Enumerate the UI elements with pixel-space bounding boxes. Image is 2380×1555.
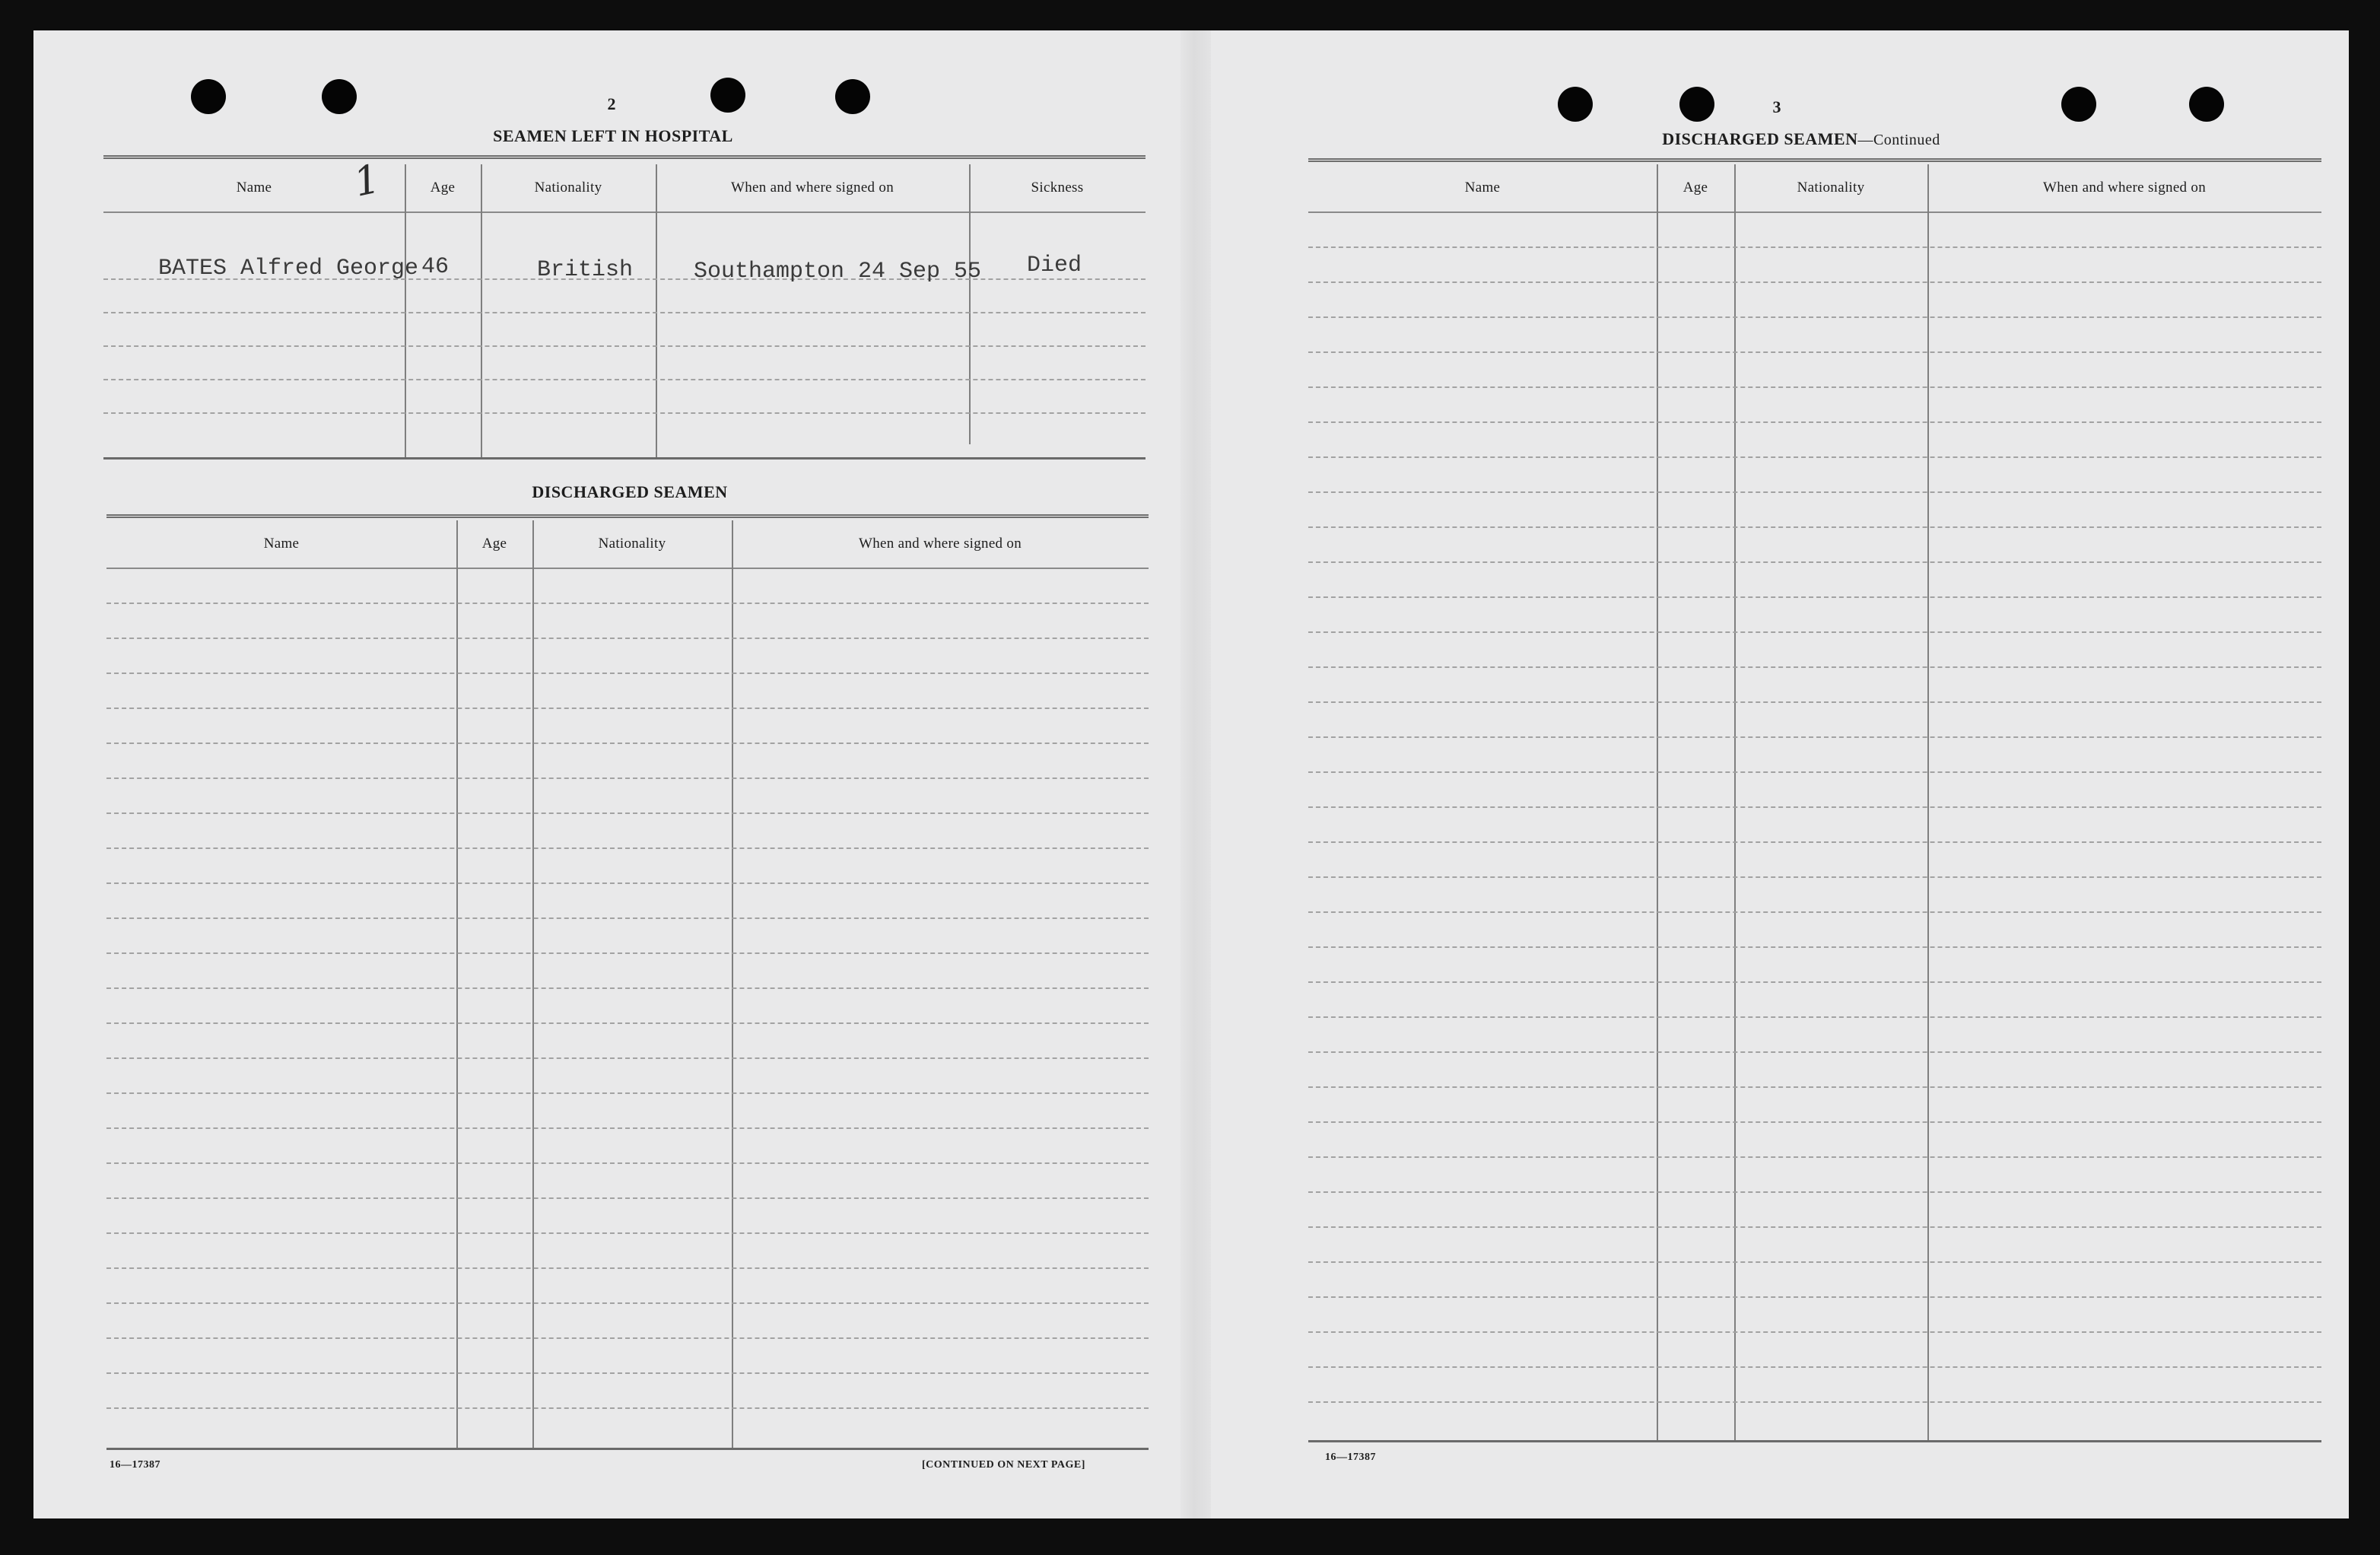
row-line	[106, 708, 1149, 709]
column-header-nationality: Nationality	[534, 180, 602, 196]
page-number: 3	[1772, 97, 1781, 116]
form-number: 16—17387	[1325, 1452, 1376, 1463]
row-line	[106, 1337, 1149, 1339]
row-line	[1308, 491, 2321, 493]
row-line	[1308, 1191, 2321, 1193]
row-line	[1308, 1156, 2321, 1158]
row-line	[106, 1022, 1149, 1024]
discharged-table	[106, 520, 1149, 1450]
column-header-age: Age	[481, 536, 507, 552]
row-line	[106, 1267, 1149, 1269]
row-line	[106, 1302, 1149, 1304]
row-line	[106, 952, 1149, 954]
column-header-nationality: Nationality	[598, 536, 666, 552]
row-line	[1308, 981, 2321, 983]
column-header-nationality: Nationality	[1797, 180, 1865, 196]
document-sheet	[33, 30, 2349, 1518]
hospital-table	[103, 156, 1146, 460]
row-line	[1308, 911, 2321, 913]
row-line	[1308, 456, 2321, 458]
cell-signed-on: Southampton 24 Sep 55	[694, 259, 982, 285]
top-rule	[103, 155, 1146, 159]
table-header	[106, 520, 1149, 569]
row-line	[1308, 1016, 2321, 1018]
row-line	[106, 847, 1149, 849]
column-divider	[969, 164, 971, 444]
row-line	[106, 812, 1149, 814]
punch-hole	[1558, 87, 1593, 122]
row-line	[1308, 316, 2321, 318]
punch-hole	[191, 79, 226, 114]
row-line	[1308, 421, 2321, 423]
table-bottom-rule	[1308, 1440, 2321, 1442]
hospital-section-title: SEAMEN LEFT IN HOSPITAL	[493, 126, 733, 145]
row-line	[1308, 736, 2321, 738]
row-line	[106, 1197, 1149, 1199]
row-line	[103, 312, 1146, 313]
row-line	[106, 1232, 1149, 1234]
row-line	[106, 778, 1149, 779]
punch-hole	[1679, 87, 1714, 122]
column-header-signed-on: When and where signed on	[2042, 180, 2207, 196]
cell-age: 46	[421, 254, 450, 280]
table-header	[103, 164, 1146, 213]
form-number: 16—17387	[110, 1459, 160, 1471]
row-line	[1308, 876, 2321, 878]
table-bottom-rule	[103, 457, 1146, 460]
right-page	[1211, 30, 2349, 1518]
punch-hole	[2061, 87, 2096, 122]
discharged-table-continued	[1308, 164, 2321, 1442]
row-line	[1308, 806, 2321, 808]
continued-suffix: —Continued	[1857, 132, 1940, 148]
row-line	[106, 1372, 1149, 1374]
table-header	[1308, 164, 2321, 213]
punch-hole	[835, 79, 870, 114]
row-line	[106, 1057, 1149, 1059]
row-line	[1308, 701, 2321, 703]
row-line	[106, 673, 1149, 674]
punch-hole	[322, 79, 357, 114]
row-line	[103, 379, 1146, 380]
row-line	[1308, 1121, 2321, 1123]
row-line	[1308, 1296, 2321, 1298]
punch-hole	[710, 78, 745, 113]
table-bottom-rule	[106, 1448, 1149, 1450]
section-title-text: DISCHARGED SEAMEN	[1662, 129, 1858, 148]
row-line	[106, 1092, 1149, 1094]
section-rule	[106, 514, 1149, 518]
row-line	[1308, 946, 2321, 948]
row-line	[1308, 351, 2321, 353]
column-header-age: Age	[1683, 180, 1708, 196]
row-line	[1308, 596, 2321, 598]
row-line	[106, 638, 1149, 639]
row-line	[1308, 1366, 2321, 1368]
row-line	[106, 987, 1149, 989]
left-page	[33, 30, 1180, 1518]
row-line	[1308, 631, 2321, 633]
continued-note: [CONTINUED ON NEXT PAGE]	[922, 1459, 1085, 1471]
row-line	[1308, 666, 2321, 668]
discharged-continued-title	[1662, 129, 1940, 149]
row-line	[1308, 1051, 2321, 1053]
punch-hole	[2189, 87, 2224, 122]
row-line	[1308, 246, 2321, 248]
ruled-rows	[1308, 211, 2321, 1442]
row-line	[1308, 1331, 2321, 1333]
row-line	[106, 882, 1149, 884]
page-number: 2	[607, 94, 616, 113]
cell-sickness: Died	[1027, 253, 1082, 278]
row-line	[106, 603, 1149, 604]
cell-name: BATES Alfred George	[158, 256, 419, 281]
row-line	[1308, 1086, 2321, 1088]
row-line	[1308, 841, 2321, 843]
row-line	[1308, 561, 2321, 563]
row-line	[106, 743, 1149, 744]
handwritten-mark: 1	[350, 156, 384, 206]
top-rule	[1308, 158, 2321, 162]
ruled-rows	[106, 568, 1149, 1450]
column-header-name: Name	[263, 536, 300, 552]
row-line	[106, 1407, 1149, 1409]
row-line	[106, 1127, 1149, 1129]
row-line	[1308, 1401, 2321, 1403]
column-header-signed-on: When and where signed on	[858, 536, 1022, 552]
row-line	[1308, 771, 2321, 773]
row-line	[103, 345, 1146, 347]
row-line	[106, 917, 1149, 919]
column-header-name: Name	[1464, 180, 1501, 196]
column-header-signed-on: When and where signed on	[730, 180, 894, 196]
column-header-sickness: Sickness	[1031, 180, 1084, 196]
column-header-age: Age	[430, 180, 456, 196]
row-line	[1308, 1261, 2321, 1263]
discharged-section-title: DISCHARGED SEAMEN	[532, 482, 728, 501]
row-line	[103, 412, 1146, 414]
row-line	[1308, 526, 2321, 528]
column-header-name: Name	[236, 180, 272, 196]
row-line	[106, 1162, 1149, 1164]
cell-nationality: British	[537, 257, 634, 283]
row-line	[1308, 386, 2321, 388]
center-fold	[1180, 30, 1211, 1518]
row-line	[1308, 1226, 2321, 1228]
row-line	[1308, 281, 2321, 283]
